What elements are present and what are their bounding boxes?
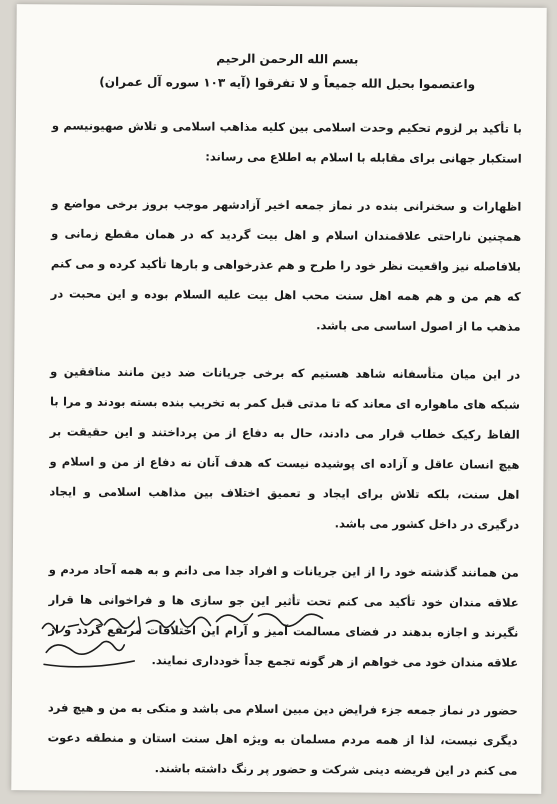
paragraph-friday-prayer: حضور در نماز جمعه جزء فرایض دین مبین اسلام می باشد و متکی به من و هیچ فرد دیگری نیست، لذا از همه مردم مسلمان به ویژه اهل سنت استان و منطقه دعوت می کنم در این فریضه دینی شرکت و حضور پر رنگ داشته باشند. xyxy=(47,700,518,778)
letter-page xyxy=(11,4,546,794)
handwritten-signature xyxy=(34,606,334,678)
signature-scribble xyxy=(34,606,334,678)
paragraph-opponents: در این میان متأسفانه شاهد هستیم که برخی جریانات ضد دین مانند منافقین و شبکه های ماهواره ای معاند که تا مدتی قبل کمر به تخریب بنده بسته بودند و مرا با الفاظ رکیک خطاب قرار می دادند، حال به دفاع از من پرداختند و این حقیقت بر هیچ انسان عاقل و آزاده ای پوشیده نیست که هدف آنان نه دفاع از من و اسلام و اهل سنت، بلکه تلاش برای ایجاد و تعمیق اختلاف بین مذاهب اسلامی و ایجاد درگیری در داخل کشور می باشد. xyxy=(49,364,521,532)
quran-verse-heading: واعتصموا بحبل الله جمیعاً و لا تفرقوا (آیه ۱۰۳ سوره آل عمران) xyxy=(99,74,476,92)
letter-body xyxy=(47,50,522,803)
paragraph-intro: با تأکید بر لزوم تحکیم وحدت اسلامی بین کلیه مذاهب اسلامی و تلاش صهیونیسم و استکبار جهانی برای مقابله با اسلام به اطلاع می رساند: xyxy=(51,118,522,166)
paragraph-appeal: من همانند گذشته خود را از این جریانات و افراد جدا می دانم و به همه آحاد مردم و علاقه مندان خود تأکید می کنم تحت تأثیر این جو سازی ها و فراخوانی ها قرار نگیرند و اجازه بدهند در فضای مسالمت آمیز و آرام این اختلافات مرتفع گردد و از علاقه مندان خود می خواهم از هر گونه تجمع جداً خودداری نمایند. xyxy=(48,562,519,670)
basmala-heading: بسم الله الرحمن الرحیم xyxy=(216,51,359,67)
paragraph-statement: اظهارات و سخنرانی بنده در نماز جمعه اخیر آزادشهر موجب بروز برخی مواضع و همچنین ناراحتی علاقمندان اسلام و اهل بیت گردید که در همان مقطع زمانی و بلافاصله نیز واقعیت نظر خود را طرح و هم عذرخواهی و بارها تأکید کرده و می کنم که هم من و هم همه اهل سنت محب اهل بیت علیه السلام بوده و این محبت در مذهب ما از اصول اساسی می باشد. xyxy=(50,196,522,334)
